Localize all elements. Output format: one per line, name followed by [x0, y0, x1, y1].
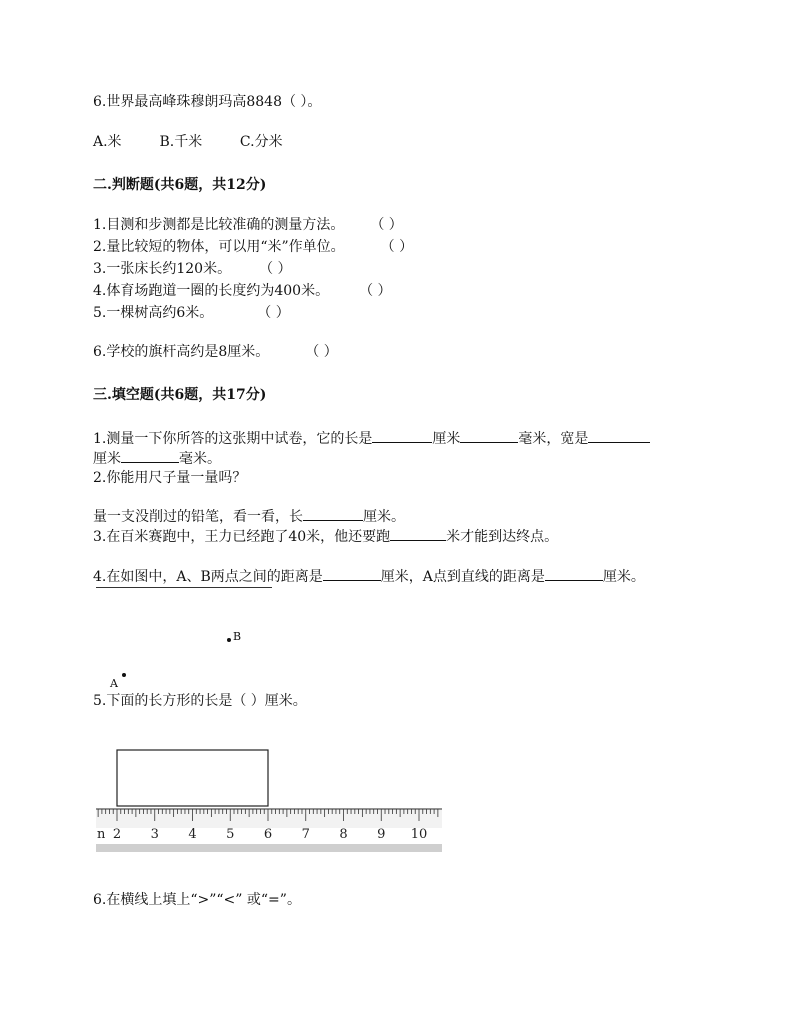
reference-line: [96, 587, 272, 588]
fill-question-5: 5.下面的长方形的长是（ ）厘米。: [93, 693, 307, 709]
fill-text: 厘米: [432, 431, 461, 447]
answer-paren[interactable]: （ ）: [359, 283, 392, 299]
ruler-figure: [96, 748, 442, 852]
point-a-dot: [122, 673, 126, 677]
option-a[interactable]: A.米: [93, 134, 122, 150]
fill-text: 厘米。: [363, 509, 405, 525]
ruler-body: [96, 808, 442, 828]
fill-text: 厘米: [93, 451, 121, 467]
answer-paren[interactable]: （ ）: [305, 344, 338, 360]
fill-text: 毫米，宽是: [518, 431, 589, 447]
fill-text: 米才能到达终点。: [446, 529, 559, 545]
fill-text: 4.在如图中，A、B两点之间的距离是: [93, 569, 323, 585]
judgement-item-6: [93, 343, 338, 361]
fill-question-1-line-2: [93, 448, 221, 468]
fill-question-2-body: [93, 506, 405, 526]
ruler-tick-label: 7: [301, 827, 310, 842]
judgement-text: 6.学校的旗杆高约是8厘米。: [93, 344, 270, 360]
ruler-shadow: [96, 844, 442, 852]
ruler-tick-label: 6: [263, 827, 273, 842]
judgement-item-4: [93, 282, 392, 300]
judgement-text: 2.量比较短的物体，可以用“米”作单位。: [93, 239, 345, 255]
point-b-label: B: [233, 630, 242, 643]
judgement-item-3: [93, 260, 292, 278]
judgement-item-2: [93, 238, 413, 256]
option-c[interactable]: C.分米: [239, 134, 283, 150]
judgement-item-5: [93, 304, 290, 322]
ruler-svg: [96, 748, 442, 852]
fill-text: 3.在百米赛跑中，王力已经跑了40米，他还要跑: [93, 529, 391, 545]
ruler-tick-label: 9: [377, 827, 386, 842]
judgement-item-1: [93, 216, 403, 234]
answer-blank[interactable]: [303, 506, 363, 521]
choice-options: [93, 133, 283, 151]
answer-blank[interactable]: [588, 428, 650, 443]
section-title-fill-in: 三.填空题(共6题，共17分): [93, 387, 267, 403]
fill-text: 毫米。: [179, 451, 221, 467]
fill-text: 厘米，A点到直线的距离是: [380, 569, 545, 585]
answer-paren[interactable]: （ ）: [257, 305, 290, 321]
fill-question-2-title: 2.你能用尺子量一量吗？: [93, 470, 247, 486]
answer-paren[interactable]: （ ）: [380, 239, 414, 255]
judgement-text: 4.体育场跑道一圈的长度约为400米。: [93, 283, 330, 299]
ruler-tick-label: 4: [188, 827, 197, 842]
fill-question-6: 6.在横线上填上“>”“<” 或“=”。: [93, 892, 301, 908]
fill-text: 厘米。: [602, 569, 645, 585]
point-b-dot: [227, 638, 231, 642]
answer-blank[interactable]: [460, 428, 518, 443]
ruler-tick-label: 5: [226, 827, 235, 842]
choice-question-6: 6.世界最高峰珠穆朗玛高8848（ ）。: [93, 94, 322, 110]
answer-blank[interactable]: [121, 448, 179, 463]
point-a-label: A: [110, 677, 118, 690]
ruler-tick-label: 10: [410, 827, 428, 842]
ruler-tick-label: 3: [150, 827, 159, 842]
ruler-leading-label: n: [97, 827, 106, 842]
ruler-tick-label: 8: [339, 827, 348, 842]
answer-paren[interactable]: （ ）: [259, 261, 292, 277]
fill-question-1-line-1: [93, 428, 650, 448]
measured-rectangle: [117, 750, 268, 806]
fill-question-4: [93, 566, 645, 586]
answer-blank[interactable]: [323, 566, 381, 581]
fill-text: 量一支没削过的铅笔，看一看，长: [93, 509, 303, 525]
ruler-tick-label: 2: [112, 827, 122, 842]
answer-blank[interactable]: [372, 428, 432, 443]
answer-blank[interactable]: [545, 566, 603, 581]
section-title-judgement: 二.判断题(共6题，共12分): [93, 177, 267, 193]
answer-blank[interactable]: [390, 526, 446, 541]
judgement-text: 5.一棵树高约6米。: [93, 305, 214, 321]
judgement-text: 3.一张床长约120米。: [93, 261, 232, 277]
judgement-text: 1.目测和步测都是比较准确的测量方法。: [93, 217, 345, 233]
fill-text: 1.测量一下你所答的这张期中试卷，它的长是: [93, 431, 373, 447]
fill-question-3: [93, 526, 558, 546]
option-b[interactable]: B.千米: [159, 134, 203, 150]
answer-paren[interactable]: （ ）: [370, 217, 403, 233]
